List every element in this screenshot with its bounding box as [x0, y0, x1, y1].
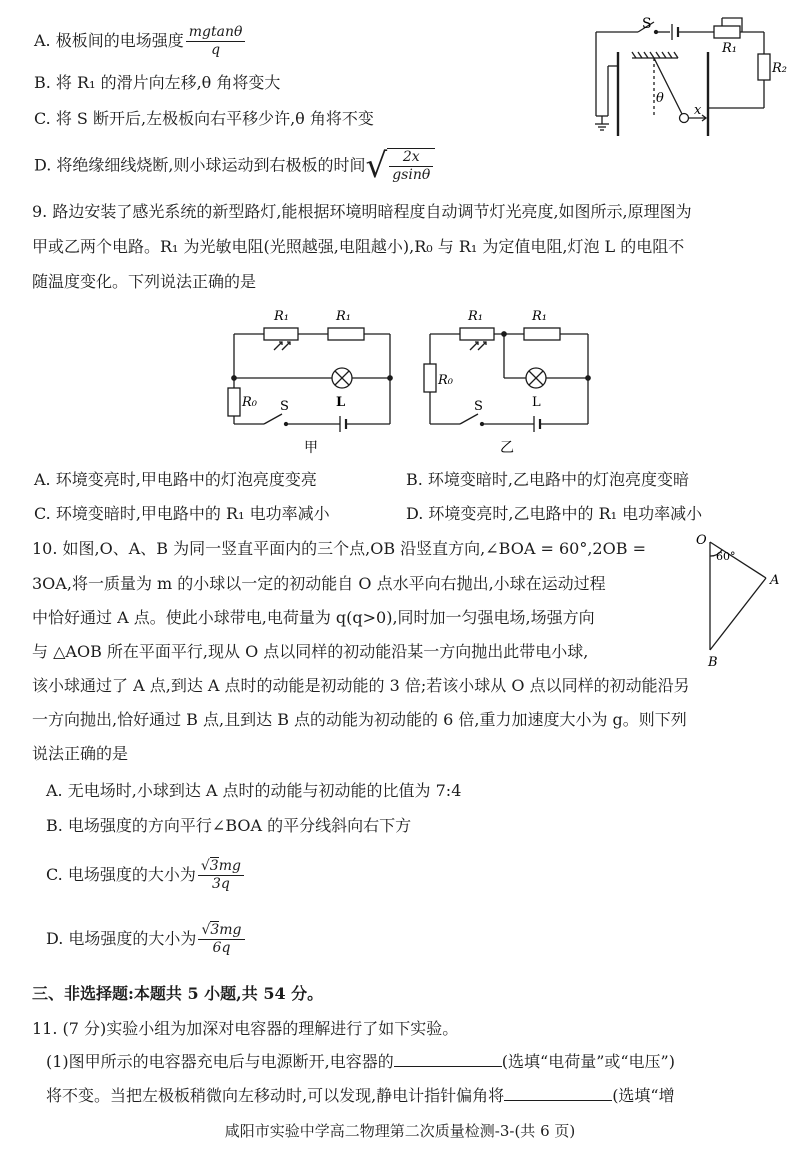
q11-blank-2[interactable] — [504, 1084, 612, 1101]
q10-point-b: B — [708, 655, 718, 670]
q8-option-a-fraction: $\frac{mgtan\theta}{q}$ — [186, 24, 246, 59]
q9-jia-r1-photo-label: R₁ — [274, 309, 289, 324]
q8-theta-label: θ — [656, 91, 664, 106]
q8-switch-label: S — [642, 16, 652, 32]
q9-option-a: A. 环境变亮时,甲电路中的灯泡亮度变亮 — [34, 470, 317, 489]
q11-stem: 11. (7 分)实验小组为加深对电容器的理解进行了如下实验。 — [32, 1019, 459, 1038]
q9-yi-caption: 乙 — [500, 440, 514, 456]
q10-angle-label: 60° — [716, 550, 736, 563]
q10-option-d: D. 电场强度的大小为 $\frac{√3mg}{6q}$ — [46, 922, 247, 957]
q9-stem-line-1: 9. 路边安装了感光系统的新型路灯,能根据环境明暗程度自动调节灯光亮度,如图所示,原理图为 — [32, 202, 692, 221]
q9-jia-switch-label: S — [280, 399, 289, 414]
q8-r2-label: R₂ — [772, 61, 787, 76]
q11-part1-line-2: 将不变。当把左极板稍微向左移动时,可以发现,静电计指针偏角将 (选填“增 — [46, 1086, 675, 1105]
q8-x-label: x — [694, 103, 702, 118]
q9-yi-switch-label: S — [474, 399, 483, 414]
q9-circuit-yi — [420, 302, 600, 460]
q9-yi-r1-photo-label: R₁ — [468, 309, 483, 324]
q10-option-a: A. 无电场时,小球到达 A 点时的动能与初动能的比值为 7:4 — [46, 781, 462, 800]
q9-yi-r0-label: R₀ — [438, 373, 453, 388]
q10-point-a: A — [770, 573, 780, 588]
q10-point-o: O — [696, 533, 707, 548]
q9-option-c: C. 环境变暗时,甲电路中的 R₁ 电功率减小 — [34, 504, 330, 523]
q9-jia-r1-fixed-label: R₁ — [336, 309, 351, 324]
q8-option-d: D. 将绝缘细线烧断,则小球运动到右极板的时间√ $\frac{2x}{gsin\theta}$ — [34, 148, 435, 184]
q11-part1-line-1: (1)图甲所示的电容器充电后与电源断开,电容器的 (选填“电荷量”或“电压”) — [46, 1052, 675, 1071]
q9-option-b: B. 环境变暗时,乙电路中的灯泡亮度变暗 — [406, 470, 690, 489]
q10-option-c-fraction: $\frac{√3mg}{3q}$ — [198, 858, 244, 893]
q10-stem-line-3: 中恰好通过 A 点。使此小球带电,电荷量为 q(q>0),同时加一匀强电场,场强方向 — [32, 608, 595, 627]
q10-option-b: B. 电场强度的方向平行∠BOA 的平分线斜向右下方 — [46, 816, 412, 835]
q10-stem-line-6: 一方向抛出,恰好通过 B 点,且到达 B 点的动能为初动能的 6 倍,重力加速度大小为 g。则下列 — [32, 710, 687, 729]
q9-jia-lamp-label: L — [336, 395, 346, 410]
page-footer: 咸阳市实验中学高二物理第二次质量检测-3-(共 6 页) — [224, 1122, 576, 1140]
q8-option-b: B. 将 R₁ 的滑片向左移,θ 角将变大 — [34, 73, 281, 92]
q10-stem-line-1: 10. 如图,O、A、B 为同一竖直平面内的三个点,OB 沿竖直方向,∠BOA = 60°,2OB = — [32, 539, 646, 558]
q9-option-d: D. 环境变亮时,乙电路中的 R₁ 电功率减小 — [406, 504, 703, 523]
q10-option-d-fraction: $\frac{√3mg}{6q}$ — [198, 922, 244, 957]
q9-jia-r0-label: R₀ — [242, 395, 257, 410]
q8-r1-label: R₁ — [722, 41, 737, 56]
q9-circuit-jia — [224, 302, 404, 460]
q9-stem-line-3: 随温度变化。下列说法正确的是 — [32, 272, 257, 291]
q10-stem-line-7: 说法正确的是 — [32, 744, 129, 763]
q9-stem-line-2: 甲或乙两个电路。R₁ 为光敏电阻(光照越强,电阻越小),R₀ 与 R₁ 为定值电阻,灯泡 L 的电阻不 — [32, 237, 685, 256]
q11-blank-1[interactable] — [394, 1050, 502, 1067]
section-3-heading: 三、非选择题:本题共 5 小题,共 54 分。 — [32, 984, 324, 1003]
q8-circuit-figure — [590, 8, 790, 148]
q9-yi-r1-fixed-label: R₁ — [532, 309, 547, 324]
q9-jia-caption: 甲 — [304, 440, 318, 456]
q8-option-c: C. 将 S 断开后,左极板向右平移少许,θ 角将不变 — [34, 109, 374, 128]
q10-option-c: C. 电场强度的大小为 $\frac{√3mg}{3q}$ — [46, 858, 246, 893]
q9-yi-lamp-label: L — [532, 395, 541, 410]
q10-triangle-figure — [694, 532, 784, 670]
q8-option-a: A. 极板间的电场强度 $\frac{mgtan\theta}{q}$ — [34, 24, 247, 59]
q8-option-d-sqrt: √ $\frac{2x}{gsin\theta}$ — [366, 148, 436, 184]
q10-stem-line-4: 与 △AOB 所在平面平行,现从 O 点以同样的初动能沿某一方向抛出此带电小球, — [32, 642, 589, 661]
q10-stem-line-5: 该小球通过了 A 点,到达 A 点时的动能是初动能的 3 倍;若该小球从 O 点以同样的初动能沿另 — [32, 676, 690, 695]
q10-stem-line-2: 3OA,将一质量为 m 的小球以一定的初动能自 O 点水平向右抛出,小球在运动过程 — [32, 574, 606, 593]
